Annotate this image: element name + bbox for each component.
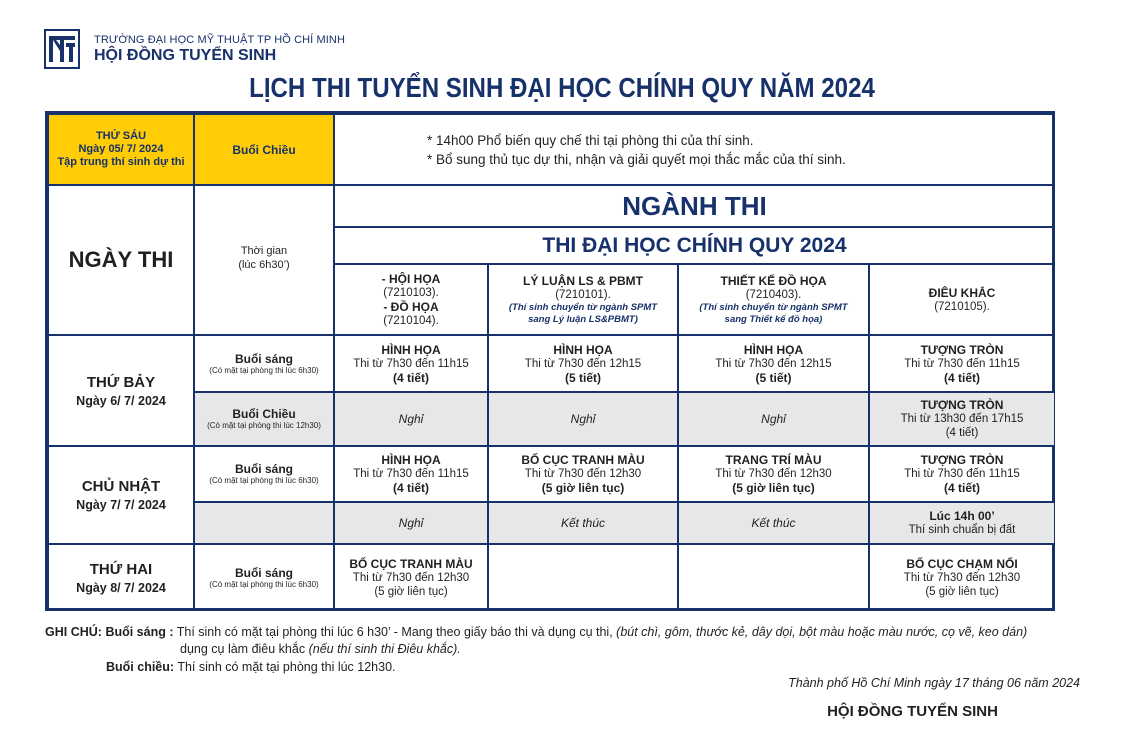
time-header [194,185,334,335]
sat-am-1 [334,335,488,392]
sat-am-2 [488,335,678,392]
major-transfer-note: sang Lý luận LS&PBMT) [528,313,638,325]
exam-time: Thi từ 7h30 đến 12h30 [903,571,1021,584]
exam-duration: (4 tiết) [945,427,979,439]
exam-time: Thi từ 7h30 đến 11h15 [353,468,469,480]
exam-duration: (5 tiết) [565,370,601,385]
major-name: - ĐỒ HỌA [383,299,439,314]
exam-time: Thi từ 13h30 đến 17h15 [900,413,1024,425]
major-code: (7210104). [383,314,439,327]
exam-subject: Lúc 14h 00’ [929,509,995,523]
logo-mark-icon [46,31,78,67]
exam-time: Thi từ 7h30 đến 12h30 [524,468,642,480]
exam-subject: HÌNH HỌA [381,342,441,357]
exam-subject: HÌNH HỌA [743,342,804,357]
session-label: Buổi sáng [234,565,293,580]
notes-morning-text: Thí sinh có mặt tại phòng thi lúc 6 h30’ - Mang theo giấy báo thi và dụng cụ thi, [176,625,613,639]
major-transfer-note: sang Thiết kế đồ họa) [724,313,823,325]
exam-duration: (4 tiết) [944,481,980,495]
monday-date: Ngày 8/ 7/ 2024 [76,580,166,595]
signer: HỘI ĐỒNG TUYỂN SINH [827,703,998,720]
exam-subject: HÌNH HỌA [381,453,441,467]
friday-note: Tập trung thí sinh dự thi [57,156,185,168]
exam-day-header: NGÀY THI [48,185,194,335]
sun-am-2 [488,446,678,502]
major-theory [488,264,678,335]
sun-pm-2: Kết thúc [488,502,678,544]
exam-time: Thi từ 7h30 đến 12h15 [524,357,642,370]
saturday-morning-session [194,335,334,392]
major-sculpture [869,264,1055,335]
friday-info [334,114,1055,185]
exam-duration: (5 giờ liên tục) [541,481,625,495]
major-transfer-note: (Thí sinh chuyển từ ngành SPMT [508,301,658,313]
exam-subject: BỐ CỤC TRANH MÀU [521,453,645,467]
exam-duration: (5 giờ liên tục) [374,585,448,598]
notes-morning-cont [180,641,461,658]
exam-subject: BỐ CỤC CHẠM NỔI [906,556,1018,571]
council-name: HỘI ĐỒNG TUYỂN SINH [94,47,277,64]
session-note: (Có mặt tại phòng thi lúc 12h30) [207,421,321,430]
exam-duration: (4 tiết) [944,370,980,385]
major-code: (7210103). [383,286,439,299]
session-note: (Có mặt tại phòng thi lúc 6h30) [209,579,319,589]
major-code: (7210403). [745,288,802,301]
major-name: LÝ LUẬN LS & PBMT [523,273,643,288]
major-name: ĐIÊU KHẮC [928,285,996,300]
exam-duration: (4 tiết) [393,481,429,495]
exam-time: Thi từ 7h30 đến 12h30 [715,468,832,480]
notes-morning-cont-italic: (nếu thí sinh thi Điêu khắc). [308,642,461,656]
notes-morning-label: Buổi sáng : [105,625,174,639]
exam-duration: (5 giờ liên tục) [925,585,999,598]
monday-morning-session [194,544,334,611]
schedule-table [45,111,1055,611]
friday-line-2: * Bổ sung thủ tục dự thi, nhận và giải quyết mọi thắc mắc của thí sinh. [427,151,846,167]
sunday-afternoon-session [194,502,334,544]
mon-1 [334,544,488,611]
notes-label: GHI CHÚ: [45,625,102,639]
monday-day: THỨ HAI [89,560,153,578]
major-code: (7210101). [555,288,611,301]
sun-am-3 [678,446,869,502]
sat-pm-1: Nghỉ [334,392,488,446]
exam-time: Thi từ 7h30 đến 12h30 [352,571,470,584]
exam-duration: (4 tiết) [393,370,429,385]
sun-am-4 [869,446,1055,502]
session-label: Buổi sáng [234,462,293,476]
sun-pm-4 [869,502,1055,544]
notes-morning-cont-text: dụng cụ làm điêu khắc [180,642,306,656]
session-note: (Có mặt tại phòng thi lúc 6h30) [209,476,319,485]
sun-pm-3: Kết thúc [678,502,869,544]
friday-day: THỨ SÁU [95,130,147,142]
session-label: Buổi Chiều [232,407,296,421]
major-graphic-design [678,264,869,335]
exam-subject: TƯỢNG TRÒN [920,453,1004,467]
friday-cell [48,114,194,185]
mon-4 [869,544,1055,611]
major-painting [334,264,488,335]
exam-duration: (5 tiết) [755,370,792,385]
sat-pm-4 [869,392,1055,446]
sat-am-3 [678,335,869,392]
sunday-day: CHỦ NHẬT [81,478,161,495]
sat-am-4 [869,335,1055,392]
notes-morning-italic: (bút chì, gôm, thước kẻ, dây dọi, bột màu hoặc màu nước, cọ vẽ, keo dán) [616,625,1028,639]
monday-cell [48,544,194,611]
exam-time: Thi từ 7h30 đến 12h15 [715,357,832,370]
session-label: Buổi sáng [234,351,293,366]
university-logo [44,29,80,69]
friday-date: Ngày 05/ 7/ 2024 [78,143,164,155]
notes-afternoon-text: Thí sinh có mặt tại phòng thi lúc 12h30. [177,660,396,674]
friday-line-1: * 14h00 Phổ biến quy chế thi tại phòng thi của thí sinh. [427,132,754,148]
exam-subject: TRANG TRÍ MÀU [725,453,822,467]
major-name: - HỘI HỌA [381,271,441,286]
time-label: Thời gian [240,245,288,257]
exam-time: Thi từ 7h30 đến 11h15 [353,357,469,370]
exam-subject: TƯỢNG TRÒN [920,342,1004,357]
exam-subject: TƯỢNG TRÒN [920,398,1004,412]
sat-pm-3: Nghỉ [678,392,869,446]
subtitle-header: THI ĐẠI HỌC CHÍNH QUY 2024 [334,227,1055,264]
exam-subject: BỐ CỤC TRANH MÀU [349,556,473,571]
notes-afternoon-label: Buổi chiều: [106,660,175,674]
saturday-cell [48,335,194,446]
exam-duration: (5 giờ liên tục) [732,481,815,495]
sat-pm-2: Nghỉ [488,392,678,446]
session-note: (Có mặt tại phòng thi lúc 6h30) [209,365,319,375]
exam-time: Thi từ 7h30 đến 11h15 [904,468,1020,480]
major-name: THIẾT KẾ ĐỒ HỌA [720,273,827,288]
saturday-day: THỨ BẢY [86,373,156,391]
sun-am-1 [334,446,488,502]
sunday-morning-session [194,446,334,502]
page-title: LỊCH THI TUYỂN SINH ĐẠI HỌC CHÍNH QUY NĂM 2024 [249,72,875,103]
exam-time: Thí sinh chuẩn bị đất [908,524,1016,536]
institution-name: TRƯỜNG ĐẠI HỌC MỸ THUẬT TP HỒ CHÍ MINH [94,34,345,46]
nganh-thi-header: NGÀNH THI [334,185,1055,227]
mon-3 [678,544,869,611]
sun-pm-1: Nghỉ [334,502,488,544]
exam-subject: HÌNH HỌA [553,342,613,357]
time-value: (lúc 6h30’) [238,259,290,271]
saturday-date: Ngày 6/ 7/ 2024 [76,393,166,408]
saturday-afternoon-session [194,392,334,446]
major-code: (7210105). [934,300,990,313]
notes-morning [45,624,1105,641]
sunday-cell [48,446,194,544]
exam-time: Thi từ 7h30 đến 11h15 [904,357,1020,370]
place-date: Thành phố Hồ Chí Minh ngày 17 tháng 06 năm 2024 [788,676,1080,690]
friday-session: Buổi Chiều [194,114,334,185]
mon-2 [488,544,678,611]
sunday-date: Ngày 7/ 7/ 2024 [76,498,166,512]
major-transfer-note: (Thí sinh chuyển từ ngành SPMT [699,301,848,313]
notes-afternoon [106,659,396,676]
